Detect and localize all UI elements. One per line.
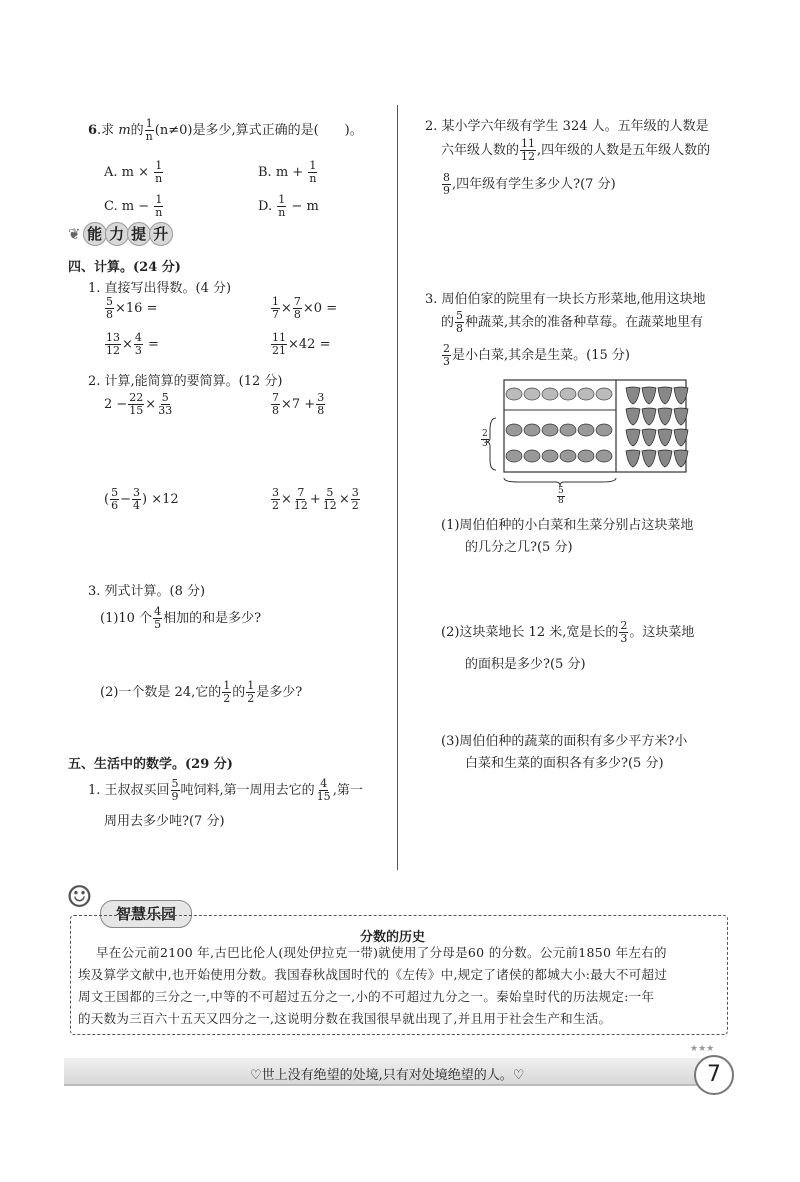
question-number: 6 <box>88 123 98 138</box>
cabbage-icon <box>578 388 594 400</box>
cabbage-icon <box>560 388 576 400</box>
calc-b: $\frac{1}{7}$ × $\frac{7}{8}$ ×0 = <box>272 295 338 321</box>
question-2-line3: $\frac{8}{9}$ ,四年级有学生多少人?(7 分) <box>443 171 616 197</box>
question-5-1: 1. 王叔叔买回 $\frac{5}{9}$ 吨饲料,第一周用去它的 $\frac{4}{15}$ ,第一 <box>88 777 363 803</box>
heart-icon: ♡ <box>512 1068 525 1083</box>
lettuce-icon <box>542 450 558 462</box>
question-4-3-1: (1)10 个 $\frac{4}{5}$ 相加的和是多少? <box>100 605 262 631</box>
lettuce-icon <box>578 424 594 436</box>
question-3-1-line2: 的几分之几?(5 分) <box>465 540 573 555</box>
question-4-3: 3. 列式计算。(8 分) <box>88 584 206 599</box>
lettuce-icon <box>506 450 522 462</box>
question-3-3-line2: 白菜和生菜的面积各有多少?(5 分) <box>465 756 664 771</box>
fraction: $\frac{1}{n}$ <box>278 193 286 219</box>
calc-f: $\frac{7}{8}$ ×7 + $\frac{3}{8}$ <box>272 391 325 417</box>
question-4-3-2: (2)一个数是 24,它的 $\frac{1}{2}$ 的 $\frac{1}{2}$ 是多少? <box>100 679 303 705</box>
calc-a: $\frac{5}{8}$ ×16 = <box>106 295 158 321</box>
figure-label-two-thirds: $\frac{2}{3}$ <box>482 429 488 449</box>
question-3-2-line1: (2)这块菜地长 12 米,宽是长的 $\frac{2}{3}$ 。这块菜地 <box>441 619 695 645</box>
garden-figure <box>478 378 693 508</box>
lettuce-icon <box>524 424 540 436</box>
option-b[interactable]: B. m + $\frac{1}{n}$ <box>258 159 317 185</box>
lettuce-icon <box>560 450 576 462</box>
calc-c: $\frac{13}{12}$ × $\frac{4}{3}$ = <box>106 331 159 357</box>
calc-g: ( $\frac{5}{6}$ − $\frac{3}{4}$ ) ×12 <box>104 486 179 512</box>
cabbage-icon <box>524 388 540 400</box>
cabbage-icon <box>506 388 522 400</box>
sprout-icon: ❦ <box>68 225 81 243</box>
question-6: 6.求 m的 $\frac{1}{n}$ (n≠0)是多少,算式正确的是( )。 <box>88 117 363 143</box>
stars-icon: ★★★ <box>690 1044 715 1054</box>
lettuce-icon <box>542 424 558 436</box>
ability-badge: ❦ 能 力 提 升 <box>68 222 188 250</box>
option-a[interactable]: A. m × $\frac{1}{n}$ <box>104 159 163 185</box>
question-5-1-line2: 周用去多少吨?(7 分) <box>104 814 225 829</box>
figure-label-five-eighths: $\frac{5}{8}$ <box>558 486 564 506</box>
question-4-2: 2. 计算,能简算的要简算。(12 分) <box>88 374 283 389</box>
section-5-title: 五、生活中的数学。(29 分) <box>68 757 233 772</box>
question-2-line1: 2. 某小学六年级有学生 324 人。五年级的人数是 <box>425 119 709 134</box>
question-3-line2: 的 $\frac{5}{8}$ 种蔬菜,其余的准备种草莓。在蔬菜地里有 <box>441 309 704 335</box>
lettuce-icon <box>578 450 594 462</box>
fraction: $\frac{1}{n}$ <box>145 117 153 143</box>
option-d[interactable]: D. $\frac{1}{n}$ − m <box>258 193 319 219</box>
fraction: $\frac{1}{n}$ <box>155 193 163 219</box>
lettuce-icon <box>560 424 576 436</box>
section-4-title: 四、计算。(24 分) <box>68 260 181 275</box>
cabbage-icon <box>542 388 558 400</box>
question-3-2-line2: 的面积是多少?(5 分) <box>465 657 586 672</box>
question-3-1-line1: (1)周伯伯种的小白菜和生菜分别占这块菜地 <box>441 518 694 533</box>
calc-e: 2 − $\frac{22}{15}$ × $\frac{5}{33}$ <box>104 391 173 417</box>
lettuce-icon <box>596 424 612 436</box>
question-3-3-line1: (3)周伯伯种的蔬菜的面积有多少平方米?小 <box>441 734 688 749</box>
fraction: $\frac{1}{n}$ <box>155 159 163 185</box>
fraction: $\frac{1}{n}$ <box>309 159 317 185</box>
footer-motto: ♡世上没有绝望的处境,只有对处境绝望的人。♡ <box>250 1068 525 1083</box>
calc-h: $\frac{3}{2}$ × $\frac{7}{12}$ + $\frac{5}{12}$ × $\frac{3}{2}$ <box>272 486 359 512</box>
page-number: 7 <box>694 1055 734 1095</box>
lettuce-icon <box>506 424 522 436</box>
option-c[interactable]: C. m − $\frac{1}{n}$ <box>104 193 163 219</box>
lettuce-icon <box>596 450 612 462</box>
story-body: 早在公元前2100 年,古巴比伦人(现处伊拉克一带)就使用了分母是60 的分数。公元前1850 年左右的 埃及算学文献中,也开始使用分数。我国春秋战国时代的《左传》中,规定了诸侯的都城大小:最大不可超过 周文王国都的三分之一,中等的不可超过五分之一,小的不可超过九分之一。秦始皇时代的历法规定:一年 的天数为三百六十五天又四分之一,这说明分数在我国很早就出现了,并且用于社会生产和生活。 <box>78 945 668 1026</box>
calc-d: $\frac{11}{21}$ ×42 = <box>272 331 331 357</box>
question-2-line2: 六年级人数的 $\frac{11}{12}$ ,四年级的人数是五年级人数的 <box>441 137 711 163</box>
heart-icon: ♡ <box>250 1068 262 1083</box>
cabbage-icon <box>596 388 612 400</box>
story-title: 分数的历史 <box>360 930 426 945</box>
question-3-line1: 3. 周伯伯家的院里有一块长方形菜地,他用这块地 <box>425 292 706 307</box>
question-4-1: 1. 直接写出得数。(4 分) <box>88 281 232 296</box>
question-3-line3: $\frac{2}{3}$ 是小白菜,其余是生菜。(15 分) <box>443 342 630 368</box>
column-divider <box>397 105 398 870</box>
lettuce-icon <box>524 450 540 462</box>
wisdom-badge: 智慧乐园 <box>100 900 192 928</box>
kid-mascot-icon: ☺ <box>66 880 93 915</box>
